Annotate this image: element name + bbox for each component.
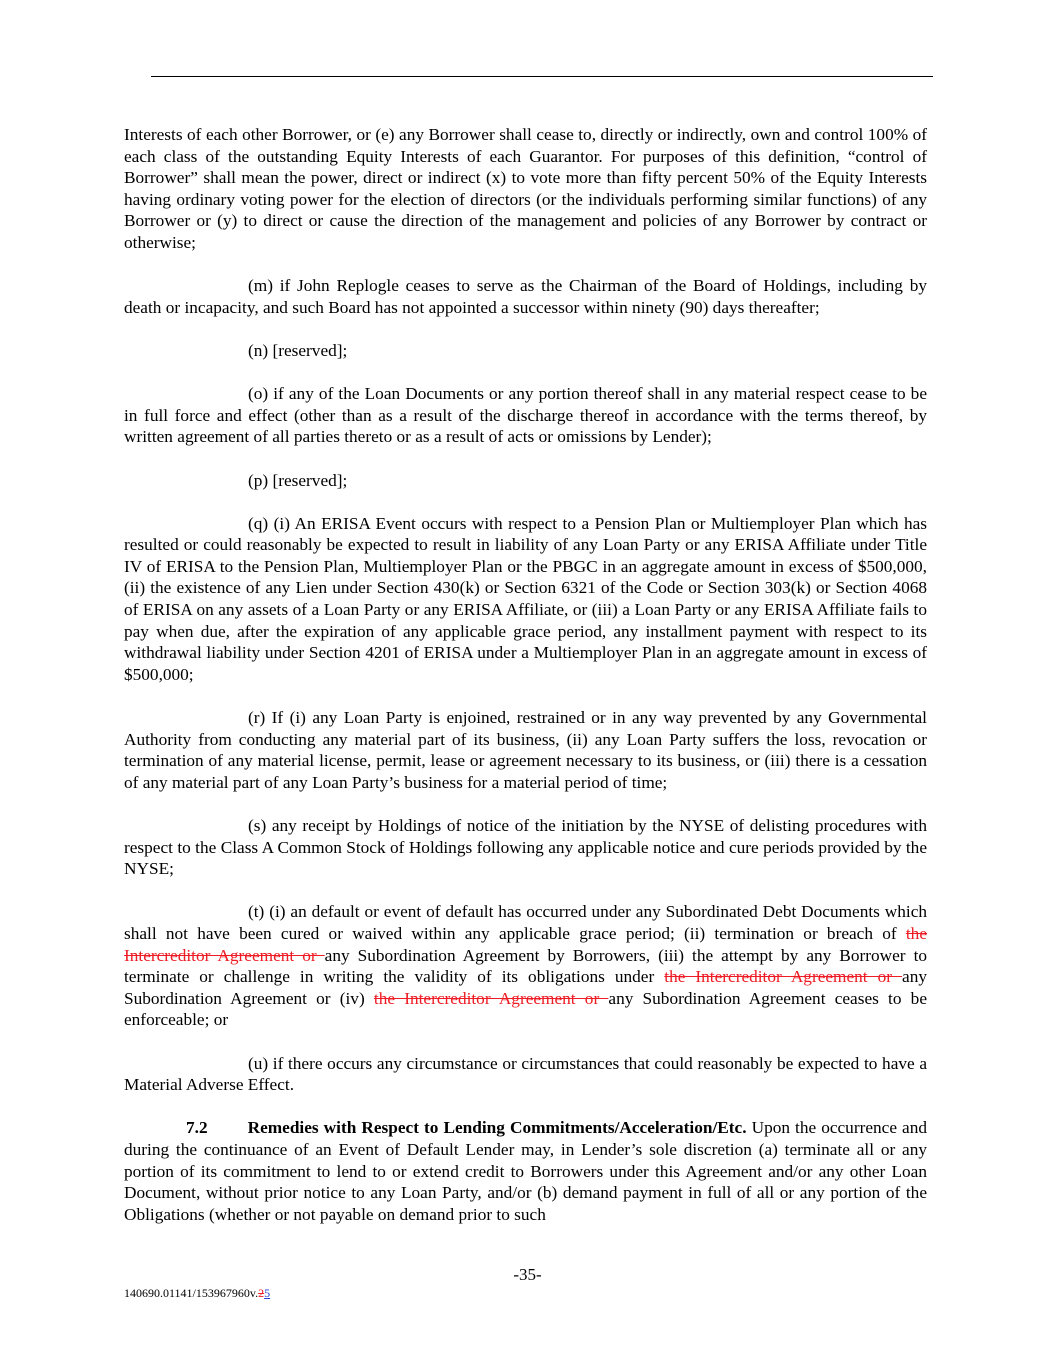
clause-u: (u) if there occurs any circumstance or circumstances that could reasonably be expected to have a Material Adverse Effect. (124, 1053, 927, 1095)
document-body (124, 124, 927, 1247)
section-title: Remedies with Respect to Lending Commitments/Acceleration/Etc. (247, 1118, 747, 1138)
clause-t-text-3: any Subordination Agreement or (iv) (124, 967, 927, 1008)
clause-p: (p) [reserved]; (248, 470, 348, 490)
paragraph-intro: Interests of each other Borrower, or (e) any Borrower shall cease to, directly or indirectly, own and control 100% of each class of the outstanding Equity Interests of each Guarantor. For purposes of this definition, “control of Borrower” shall mean the power, direct or indirect (x) to vote more than fifty percent 50% of the Equity Interests having ordinary voting power for the election of directors (or the individuals performing similar functions) of any Borrower or (y) to direct or cause the direction of the management and policies of any Borrower by contract or otherwise; (124, 125, 927, 252)
inserted-version: 5 (264, 1286, 271, 1300)
header-rule (151, 76, 933, 77)
deleted-text: the Intercreditor Agreement or (373, 988, 609, 1008)
section-number: 7.2 (186, 1118, 208, 1138)
clause-o: (o) if any of the Loan Documents or any portion thereof shall in any material respect cease to be in full force and effect (other than as a result of the discharge thereof in accordance with the terms thereof, by written agreement of all parties thereto or as a result of acts or omissions by Lender); (124, 384, 927, 447)
clause-q: (q) (i) An ERISA Event occurs with respect to a Pension Plan or Multiemployer Plan which has resulted or could reasonably be expected to result in liability of any Loan Party or any ERISA Affiliate under Title IV of ERISA to the Pension Plan, Multiemployer Plan or the PBGC in an aggregate amount in excess of $500,000, (ii) the existence of any Lien under Section 430(k) or Section 6321 of the Code or Section 303(k) or Section 4068 of ERISA on any assets of a Loan Party or any ERISA Affiliate, or (iii) a Loan Party or any ERISA Affiliate fails to pay when due, after the expiration of any applicable grace period, any installment payment with respect to its withdrawal liability under Section 4201 of ERISA under a Multiemployer Plan in an aggregate amount in excess of $500,000; (124, 513, 927, 684)
clause-t-text-1: (t) (i) an default or event of default has occurred under any Subordinated Debt Documents which shall not have been cured or waived within any applicable grace period; (ii) termination or breach of (124, 902, 927, 943)
document-id (124, 1286, 270, 1301)
clause-s: (s) any receipt by Holdings of notice of the initiation by the NYSE of delisting procedures with respect to the Class A Common Stock of Holdings following any applicable notice and cure periods provided by the NYSE; (124, 816, 927, 879)
clause-r: (r) If (i) any Loan Party is enjoined, restrained or in any way prevented by any Governmental Authority from conducting any material part of its business, (ii) any Loan Party suffers the loss, revocation or termination of any material license, permit, lease or agreement necessary to its business, or (iii) there is a cessation of any material part of any Loan Party’s business for a material period of time; (124, 708, 927, 792)
document-id-prefix: 140690.01141/153967960v. (124, 1286, 259, 1300)
deleted-text: the Intercreditor Agreement or (124, 923, 927, 965)
deleted-text: the Intercreditor Agreement or (664, 967, 903, 987)
deleted-version: 2 (258, 1286, 265, 1300)
section-7-2 (124, 1117, 927, 1225)
clause-t-text-4: any Subordination Agreement ceases to be enforceable; or (124, 988, 927, 1030)
clause-t-text-2: any Subordination Agreement by Borrowers, (iii) the attempt by any Borrower to terminate or challenge in writing the validity of its obligations under (124, 945, 928, 987)
section-body: Upon the occurrence and during the continuance of an Event of Default Lender may, in Lender’s sole discretion (a) terminate all or any portion of its commitment to lend to or extend credit to Borrowers under this Agreement and/or any other Loan Document, without prior notice to any Loan Party, and/or (b) demand payment in full of all or any portion of the Obligations (whether or not payable on demand prior to such (124, 1118, 927, 1224)
page-number: -35- (513, 1265, 542, 1284)
clause-m: (m) if John Replogle ceases to serve as the Chairman of the Board of Holdings, including by death or incapacity, and such Board has not appointed a successor within ninety (90) days thereafter; (124, 276, 927, 317)
clause-n: (n) [reserved]; (248, 340, 348, 360)
clause-t (124, 901, 927, 1031)
